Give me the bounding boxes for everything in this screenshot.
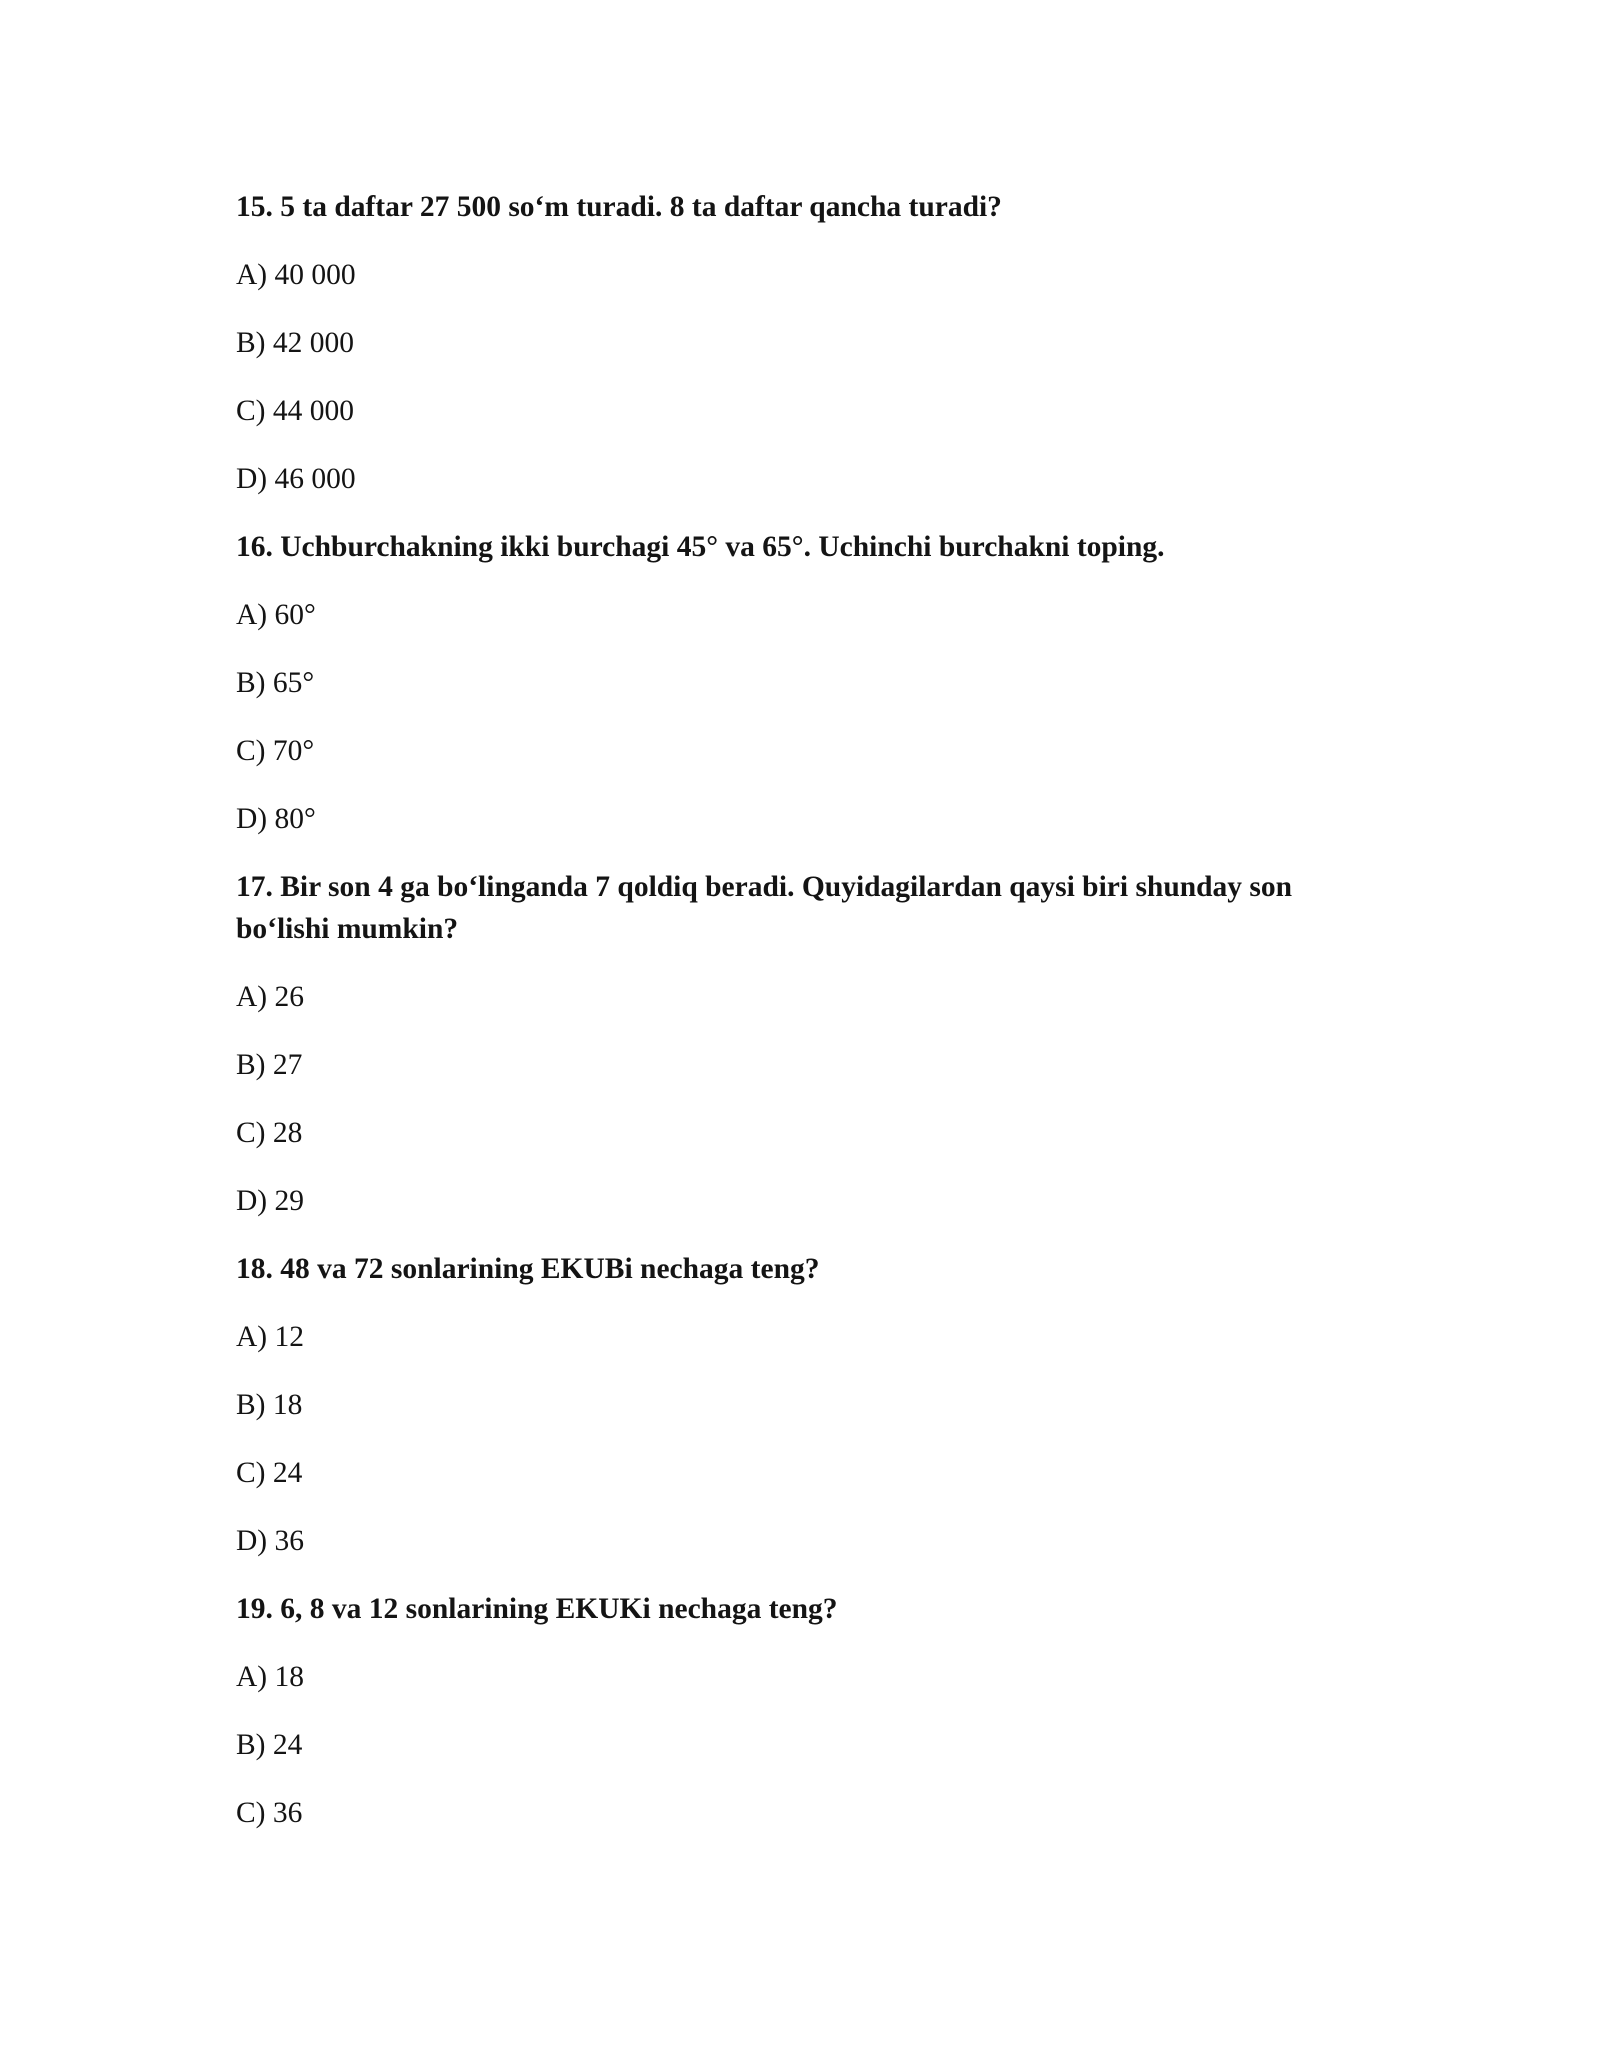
option-a: A) 18 <box>236 1661 305 1693</box>
option-c: C) 70° <box>236 735 315 767</box>
option-b: B) 18 <box>236 1389 303 1421</box>
option-c: C) 24 <box>236 1457 303 1489</box>
option-d: D) 46 000 <box>236 463 356 495</box>
option-a: A) 60° <box>236 599 316 631</box>
question-list <box>236 186 1386 1860</box>
option-a: A) 40 000 <box>236 259 356 291</box>
question-18 <box>236 1248 1386 1562</box>
question-text: 18. 48 va 72 sonlarining EKUBi nechaga teng? <box>236 1253 820 1285</box>
question-19 <box>236 1588 1386 1834</box>
question-17 <box>236 866 1386 1222</box>
option-b: B) 42 000 <box>236 327 354 359</box>
option-c: C) 36 <box>236 1797 303 1829</box>
question-16 <box>236 526 1386 840</box>
option-c: C) 44 000 <box>236 395 354 427</box>
question-text: 16. Uchburchakning ikki burchagi 45° va 65°. Uchinchi burchakni toping. <box>236 531 1165 563</box>
option-d: D) 29 <box>236 1185 305 1217</box>
question-text: 19. 6, 8 va 12 sonlarining EKUKi nechaga teng? <box>236 1593 838 1625</box>
option-b: B) 24 <box>236 1729 303 1761</box>
option-d: D) 36 <box>236 1525 305 1557</box>
question-text: 15. 5 ta daftar 27 500 so‘m turadi. 8 ta daftar qancha turadi? <box>236 191 1002 223</box>
option-d: D) 80° <box>236 803 316 835</box>
option-a: A) 26 <box>236 981 305 1013</box>
option-a: A) 12 <box>236 1321 305 1353</box>
option-b: B) 65° <box>236 667 315 699</box>
option-c: C) 28 <box>236 1117 303 1149</box>
option-b: B) 27 <box>236 1049 303 1081</box>
question-text: 17. Bir son 4 ga bo‘linganda 7 qoldiq beradi. Quyidagilardan qaysi biri shunday son bo‘lishi mumkin? <box>236 871 1293 945</box>
question-15 <box>236 186 1386 500</box>
